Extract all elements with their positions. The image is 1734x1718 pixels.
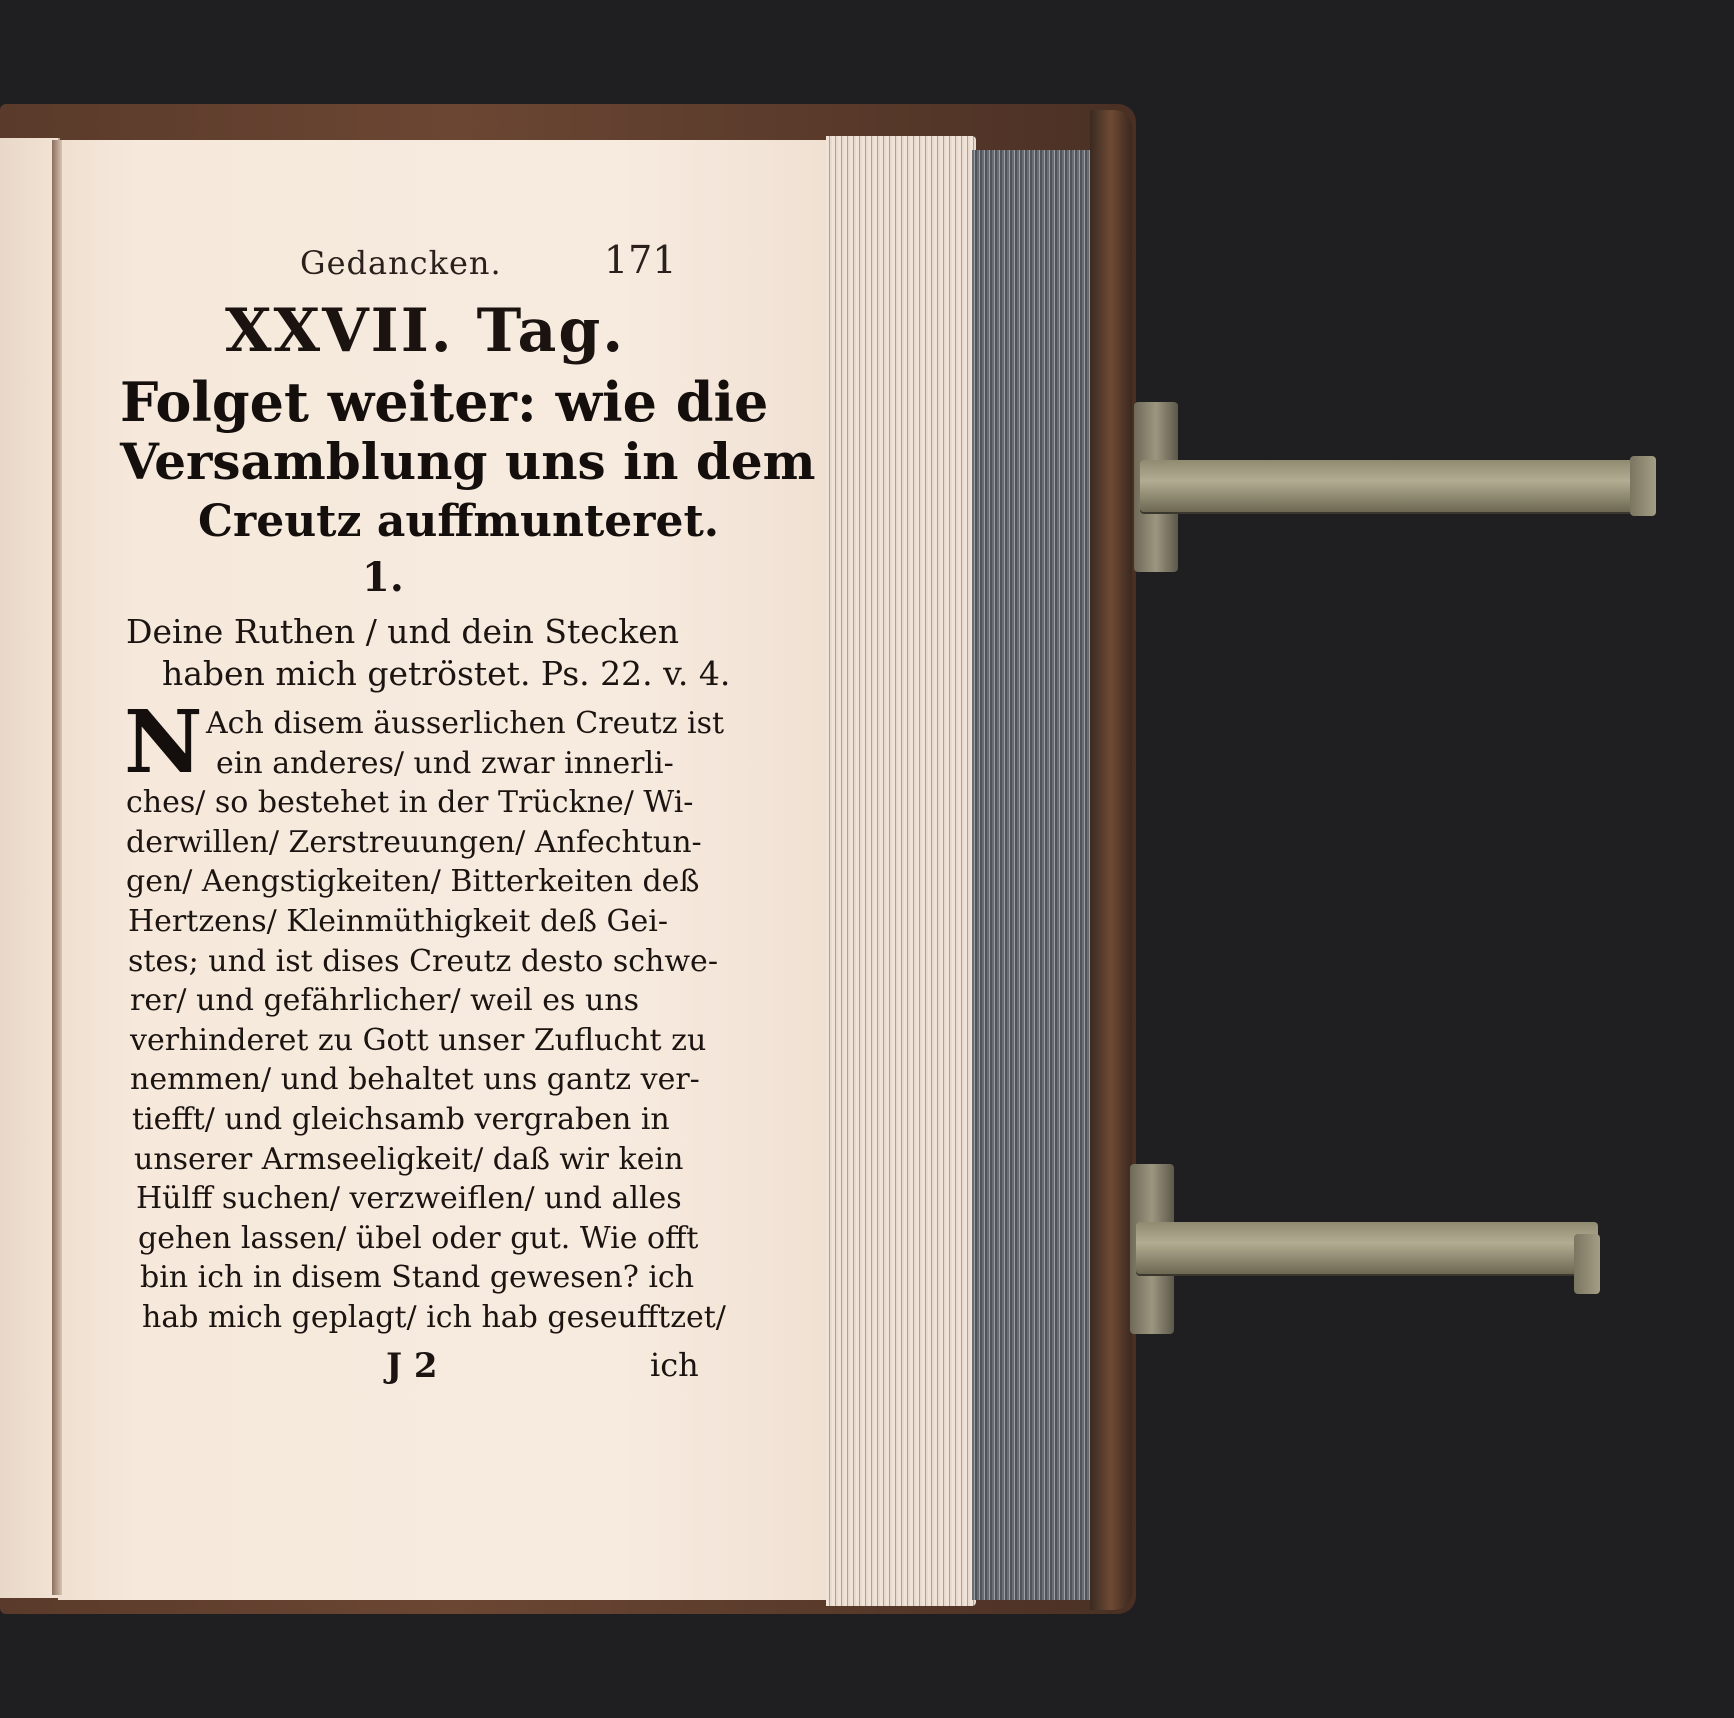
body-line: derwillen/ Zerstreuungen/ Anfechtun-	[126, 825, 702, 860]
lower-clasp-bar	[1136, 1222, 1598, 1274]
page-gutter	[52, 140, 62, 1595]
lower-clasp-tip	[1574, 1234, 1600, 1294]
body-line: ches/ so bestehet in der Trückne/ Wi-	[126, 785, 694, 820]
left-page-edge	[0, 138, 60, 1598]
body-line: hab mich geplagt/ ich hab geseufftzet/	[142, 1300, 726, 1335]
upper-clasp-bar	[1140, 460, 1652, 512]
catchword: ich	[650, 1346, 699, 1384]
chapter-title-line-3: Creutz auffmunteret.	[198, 496, 720, 547]
body-line: tiefft/ und gleichsamb vergraben in	[132, 1102, 670, 1137]
scripture-verse-line-1: Deine Ruthen / und dein Stecken	[126, 612, 680, 651]
scripture-verse-line-2: haben mich getröstet. Ps. 22. v. 4.	[162, 654, 731, 693]
body-line: Hertzens/ Kleinmüthigkeit deß Gei-	[128, 904, 668, 939]
body-line: nemmen/ und behaltet uns gantz ver-	[130, 1062, 700, 1097]
upper-clasp-tip	[1630, 456, 1656, 516]
body-line: Ach disem äusserlichen Creutz ist	[206, 706, 725, 741]
chapter-title-line-2: Versamblung uns in dem	[120, 432, 816, 491]
body-line: stes; und ist dises Creutz desto schwe-	[128, 944, 718, 979]
body-line: gehen lassen/ übel oder gut. Wie offt	[138, 1221, 699, 1256]
running-head: Gedancken.	[300, 244, 502, 282]
chapter-title-line-1: Folget weiter: wie die	[120, 370, 769, 434]
day-heading: XXVII. Tag.	[225, 296, 626, 366]
section-number: 1.	[362, 554, 404, 601]
body-line: rer/ und gefährlicher/ weil es uns	[130, 983, 640, 1018]
book-fore-edge-cover	[1090, 110, 1132, 1610]
drop-capital: N	[124, 692, 203, 793]
body-line: verhinderet zu Gott unser Zuflucht zu	[130, 1023, 707, 1058]
body-line: Hülff suchen/ verzweiflen/ und alles	[136, 1181, 682, 1216]
page-block-edge	[972, 150, 1092, 1600]
signature-mark: J 2	[386, 1346, 438, 1386]
page-edges	[826, 136, 976, 1606]
body-line: gen/ Aengstigkeiten/ Bitterkeiten deß	[126, 864, 700, 899]
body-line: unserer Armseeligkeit/ daß wir kein	[134, 1142, 684, 1177]
page-number: 171	[604, 238, 677, 282]
body-line: ein anderes/ und zwar innerli-	[216, 746, 674, 781]
body-line: bin ich in disem Stand gewesen? ich	[140, 1260, 695, 1295]
